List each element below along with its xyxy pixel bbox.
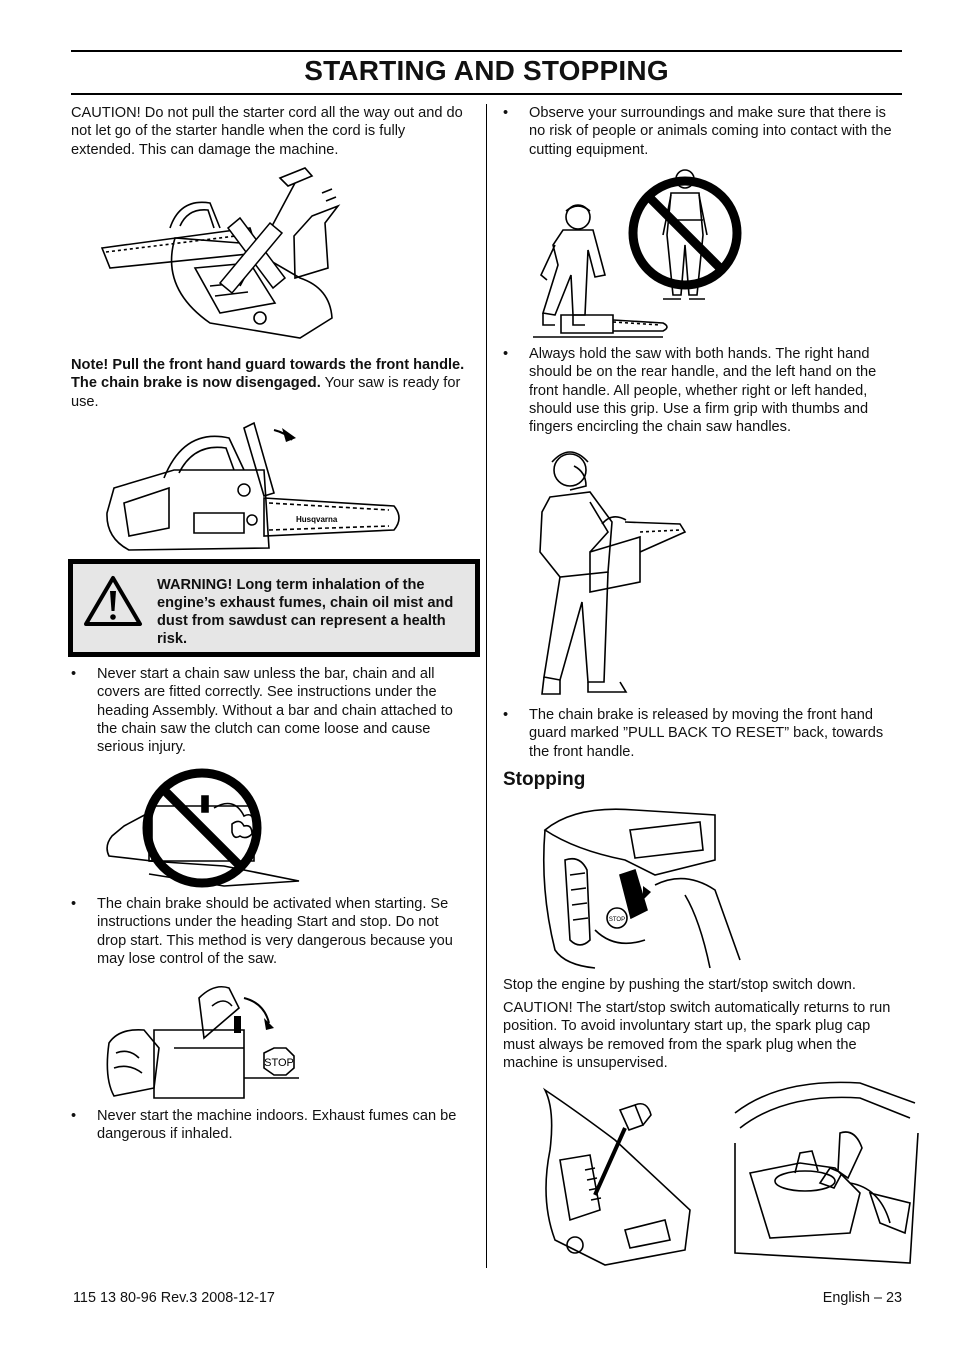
illustration-keep-bystanders-away (533, 165, 748, 343)
column-divider (486, 104, 487, 1268)
note-rest: Your saw is ready for use. (71, 375, 461, 410)
bullet-mark: • (503, 346, 509, 362)
list-item (503, 706, 903, 764)
title-rule (71, 93, 902, 95)
bullet-mark: • (71, 1108, 77, 1124)
bullet-mark: • (71, 896, 77, 912)
brand-label: Husqvarna (296, 515, 338, 524)
stop-engine-text: Stop the engine by pushing the start/stop switch down. (503, 977, 856, 993)
caution-starter-cord: CAUTION! Do not pull the starter cord all the way out and do not let go of the starter handle when the cord is fully extended. This can damage the machine. (71, 105, 463, 158)
note-bold: Note! Pull the front hand guard towards the front handle. The chain brake is now disengaged. (71, 357, 465, 392)
list-item (503, 345, 903, 441)
list-item (71, 665, 471, 760)
list-item (71, 1107, 471, 1147)
warning-box (68, 559, 480, 657)
bullet-text: The chain brake is released by moving the front hand guard marked ”PULL BACK TO RESET” back, towards the front handle. (529, 707, 884, 760)
illustration-two-hand-grip (530, 442, 695, 704)
illustration-spark-plug-detail (730, 1073, 920, 1268)
illustration-starter-cord (100, 168, 340, 343)
illustration-no-bar-prohibition (104, 766, 304, 891)
caution-spark-plug: CAUTION! The start/stop switch automatically returns to run position. To avoid involuntary start up, the spark plug cap must always be removed from the spark plug when the machine is unsupervised. (503, 1000, 891, 1071)
footer-page-number: English – 23 (822, 1290, 902, 1306)
switch-stop-label: STOP (608, 917, 626, 923)
illustration-stop-switch (535, 800, 745, 972)
illustration-chain-brake-start (104, 978, 304, 1103)
page-title: STARTING AND STOPPING (304, 55, 669, 86)
illustration-chainsaw-hand-guard (104, 418, 404, 553)
bullet-text: Observe your surroundings and make sure that there is no risk of people or animals coming into contact with the cutting equipment. (529, 105, 892, 158)
stop-sign-icon (264, 1048, 294, 1075)
top-rule (71, 50, 902, 52)
footer-document-id: 115 13 80-96 Rev.3 2008-12-17 (73, 1290, 275, 1306)
warning-triangle-icon (83, 575, 143, 627)
note-hand-guard (71, 356, 476, 411)
bullet-text: Never start the machine indoors. Exhaust fumes can be dangerous if inhaled. (97, 1108, 457, 1143)
stop-sign-label: STOP (264, 1057, 294, 1069)
bullet-mark: • (503, 707, 509, 723)
bullet-mark: • (71, 666, 77, 682)
bullet-text: Always hold the saw with both hands. The right hand should be on the rear handle, and the left hand on the front handle. All people, whether right or left handed, should use this grip. Use a firm grip with thumbs and fingers encircling the chain saw handles. (529, 346, 877, 436)
warning-text: WARNING! Long term inhalation of the engine’s exhaust fumes, chain oil mist and dust from sawdust can represent a health risk. (157, 577, 454, 647)
bullet-mark: • (503, 105, 509, 121)
bullet-text: The chain brake should be activated when starting. Se instructions under the heading Start and stop. Do not drop start. This method is very dangerous because you may lose control of the saw. (97, 896, 453, 967)
warning-box-inner (73, 564, 475, 652)
illustration-spark-plug-cap-removal (535, 1080, 695, 1270)
section-heading-stopping: Stopping (503, 769, 586, 790)
list-item (503, 104, 903, 162)
list-item (71, 895, 471, 971)
bullet-text: Never start a chain saw unless the bar, chain and all covers are fitted correctly. See instructions under the heading Assembly. Without a bar and chain attached to the chain saw the clutch can come loose and cause serious injury. (97, 666, 453, 756)
